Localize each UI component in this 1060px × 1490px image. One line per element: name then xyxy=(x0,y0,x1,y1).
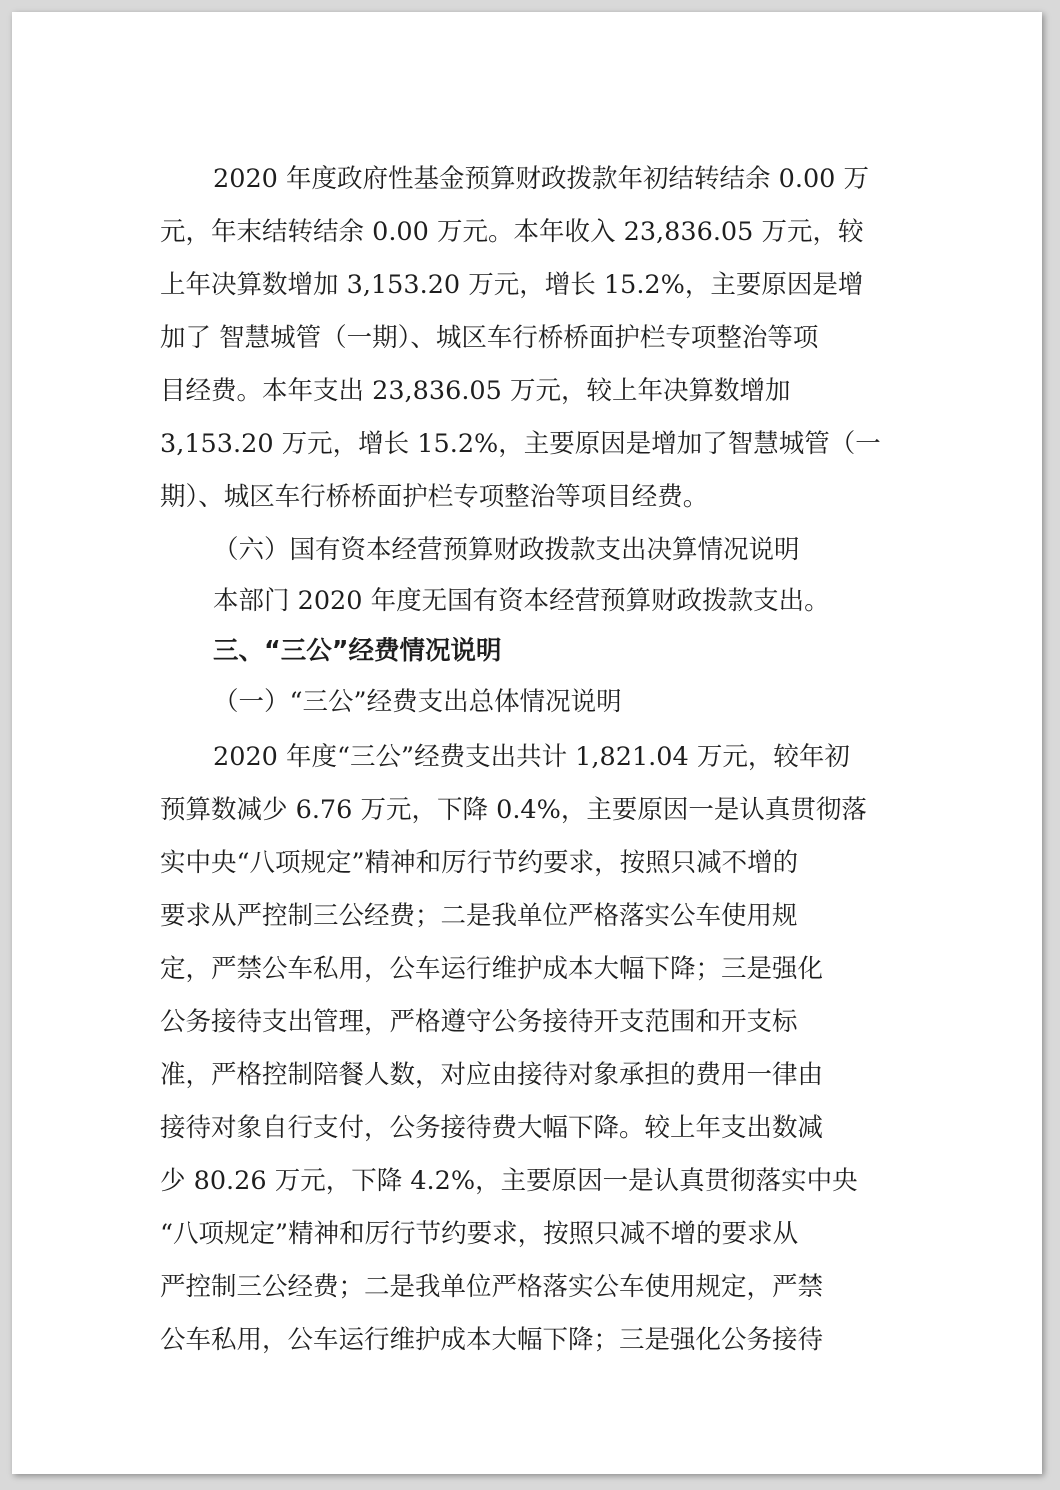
paragraph-line: 公车私用，公车运行维护成本大幅下降；三是强化公务接待 xyxy=(160,1325,824,1355)
paragraph-line: 少 80.26 万元，下降 4.2%，主要原因一是认真贯彻落实中央 xyxy=(160,1166,858,1196)
paragraph-line: 严控制三公经费；二是我单位严格落实公车使用规定，严禁 xyxy=(160,1272,824,1302)
paragraph-line: 元，年末结转结余 0.00 万元。本年收入 23,836.05 万元，较 xyxy=(160,217,864,247)
paragraph-line: 本部门 2020 年度无国有资本经营预算财政拨款支出。 xyxy=(213,586,830,616)
paragraph-line: 预算数减少 6.76 万元，下降 0.4%，主要原因一是认真贯彻落 xyxy=(160,795,867,825)
paragraph-line: 准，严格控制陪餐人数，对应由接待对象承担的费用一律由 xyxy=(160,1060,824,1090)
paragraph-line: “八项规定”精神和厉行节约要求，按照只减不增的要求从 xyxy=(160,1219,799,1249)
paragraph-line: 3,153.20 万元，增长 15.2%，主要原因是增加了智慧城管（一 xyxy=(160,429,881,459)
paragraph-line: 要求从严控制三公经费；二是我单位严格落实公车使用规 xyxy=(160,901,798,931)
paragraph-line: 2020 年度“三公”经费支出共计 1,821.04 万元，较年初 xyxy=(213,742,850,772)
paragraph-line: 实中央“八项规定”精神和厉行节约要求，按照只减不增的 xyxy=(160,848,799,878)
section-heading-one: （一）“三公”经费支出总体情况说明 xyxy=(213,687,622,717)
paragraph-line: 上年决算数增加 3,153.20 万元，增长 15.2%，主要原因是增 xyxy=(160,270,864,300)
paragraph-line: 目经费。本年支出 23,836.05 万元，较上年决算数增加 xyxy=(160,376,791,406)
paragraph-line: 2020 年度政府性基金预算财政拨款年初结转结余 0.00 万 xyxy=(213,164,869,194)
paragraph-line: 加了 智慧城管（一期）、城区车行桥桥面护栏专项整治等项 xyxy=(160,323,819,353)
paragraph-line: 定，严禁公车私用，公车运行维护成本大幅下降；三是强化 xyxy=(160,954,824,984)
document-page xyxy=(12,12,1042,1474)
paragraph-line: 接待对象自行支付，公务接待费大幅下降。较上年支出数减 xyxy=(160,1113,824,1143)
paragraph-line: 期）、城区车行桥桥面护栏专项整治等项目经费。 xyxy=(160,482,709,512)
section-heading-three: 三、“三公”经费情况说明 xyxy=(213,636,502,666)
paragraph-line: 公务接待支出管理，严格遵守公务接待开支范围和开支标 xyxy=(160,1007,798,1037)
section-heading-six: （六）国有资本经营预算财政拨款支出决算情况说明 xyxy=(213,535,800,565)
